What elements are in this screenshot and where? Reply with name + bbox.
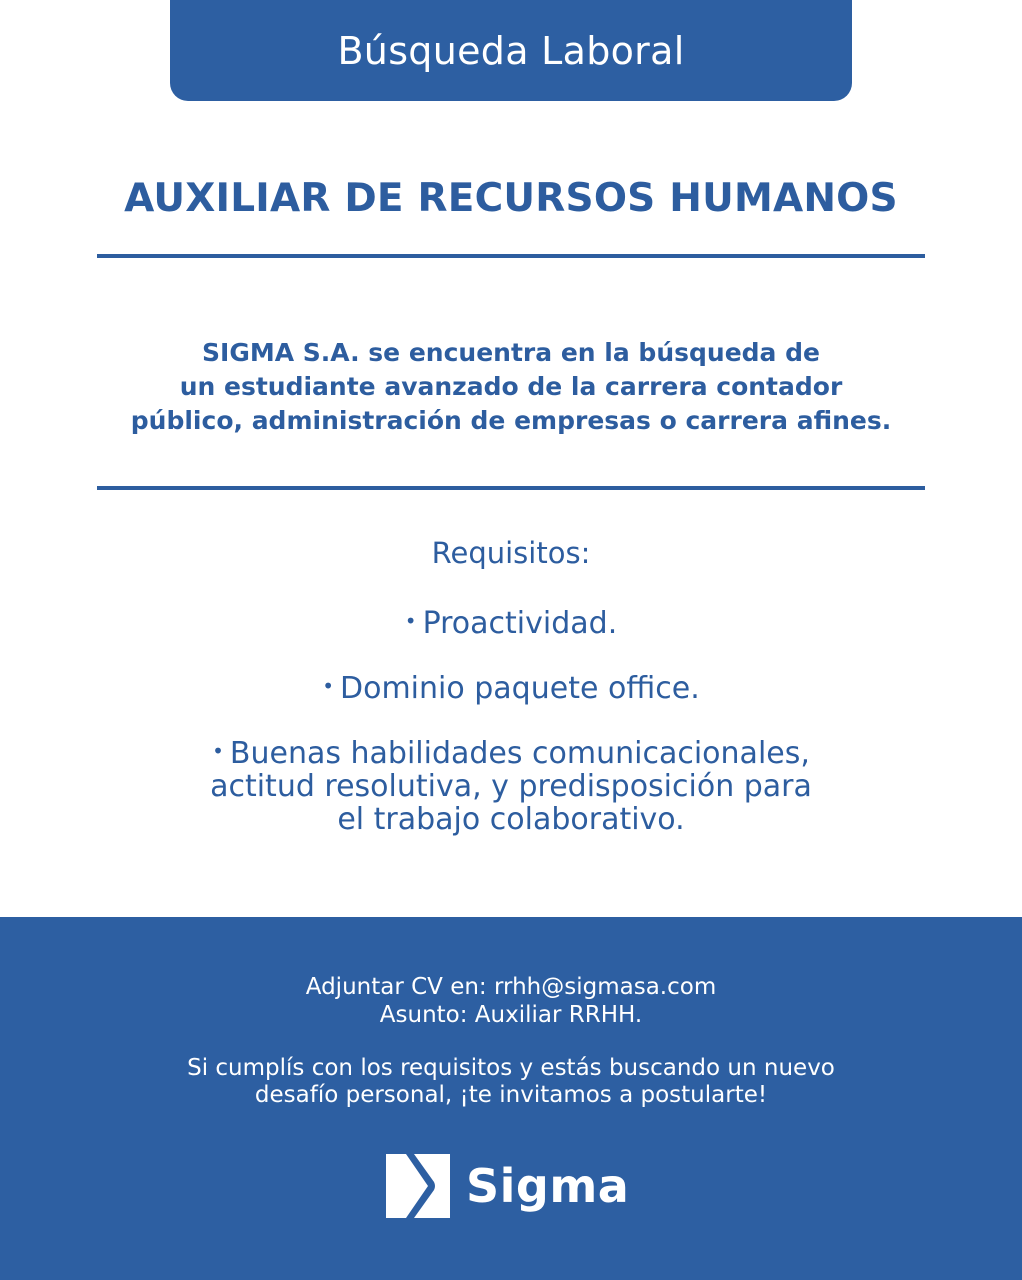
intro-line: un estudiante avanzado de la carrera contador	[179, 372, 843, 401]
bullet-icon: •	[322, 674, 334, 698]
invite-line: Si cumplís con los requisitos y estás buscando un nuevo	[187, 1055, 835, 1081]
requirements-title: Requisitos:	[431, 536, 591, 570]
logo-text: Sigma	[466, 1159, 630, 1213]
requirement-text: Dominio paquete office.	[340, 671, 700, 706]
header-title: Búsqueda Laboral	[337, 28, 685, 73]
divider-top	[97, 254, 925, 258]
bullet-icon: •	[212, 739, 224, 763]
intro-line: SIGMA S.A. se encuentra en la búsqueda de	[202, 338, 820, 367]
job-title: AUXILIAR DE RECURSOS HUMANOS	[124, 176, 898, 221]
requirements-list	[0, 605, 1022, 866]
sigma-logo	[384, 1151, 629, 1221]
invite-text	[0, 1055, 1022, 1109]
requirement-text: Buenas habilidades comunicacionales,	[229, 736, 810, 771]
invite-line: desafío personal, ¡te invitamos a postularte!	[254, 1082, 768, 1108]
bullet-icon: •	[404, 609, 417, 633]
intro-paragraph	[0, 336, 1022, 438]
contact-email-line: Adjuntar CV en: rrhh@sigmasa.com	[305, 974, 717, 1000]
requirement-item	[0, 735, 1022, 836]
contact-info	[0, 973, 1022, 1029]
requirement-item	[0, 605, 1022, 640]
footer-panel	[0, 917, 1022, 1280]
requirement-text: Proactividad.	[422, 606, 618, 641]
requirement-text: actitud resolutiva, y predisposición para	[210, 769, 812, 804]
requirement-item	[0, 670, 1022, 705]
sigma-chevron-logo-icon	[384, 1152, 452, 1220]
divider-bottom	[97, 486, 925, 490]
contact-subject-line: Asunto: Auxiliar RRHH.	[379, 1002, 643, 1028]
requirement-text: el trabajo colaborativo.	[337, 802, 685, 837]
header-banner	[170, 0, 852, 101]
intro-line: público, administración de empresas o carrera afines.	[130, 406, 892, 435]
